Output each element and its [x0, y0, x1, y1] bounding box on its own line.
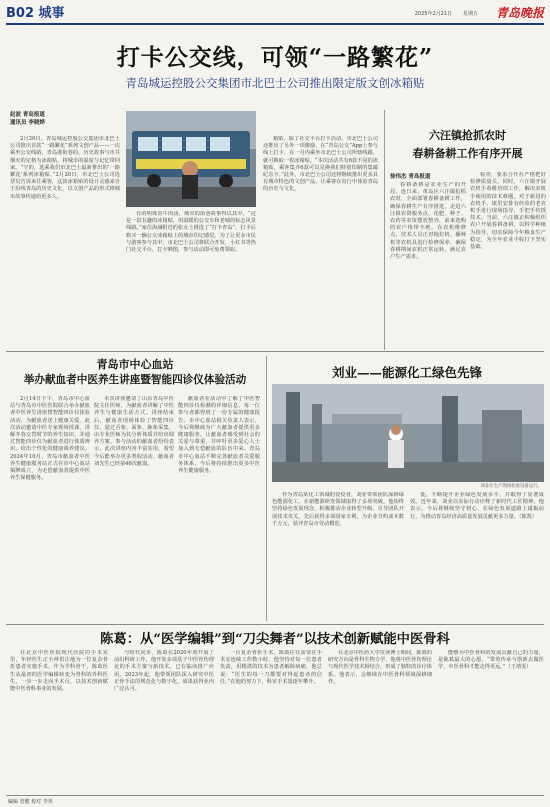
bloodcenter-column-1	[10, 396, 90, 618]
liuwang-byline: 徐伟杰 青岛报道	[390, 174, 431, 180]
byline-correspondent: 通讯员 李晓烨	[10, 120, 45, 126]
liuye-column-1	[272, 492, 404, 620]
liuwang-headline: 六汪镇抢抓农时	[429, 129, 506, 142]
liuwang-column-1	[390, 182, 466, 342]
footer-credits: 编辑 管健 校对 李英	[8, 799, 53, 805]
section-label: B02 城事	[6, 6, 65, 21]
bloodcenter-body-2: 本次讲座邀请了山东青岛中医院主任医师，为献血者讲解了中医养生与健康生活方式。讲座结束后，献血者现场体验了智能四诊仪，通过舌象、面象、脉象采集，由专业医师为其分析体质并给出调养方案。参与活动的献血者纷纷表示，此次讲座内容丰富实用，希望今后能举办更多类似活动。献血者刘先生已经第46次献血。	[94, 396, 174, 467]
chen-body-2: 与时代同步，陈葛在2020年初开展了前沿科研工作，他开发多项基于中医骨伤理论的手术方案与新技术，已在临床推广应用。2023年起，他带领团队深入研究中医正骨手法的规范化与数字化，成果获得业内广泛认可。	[114, 650, 214, 693]
lead-subheadline: 青岛城运控股公交集团市北巴士公司推出限定版文创冰箱贴	[125, 76, 425, 90]
chen-body-4: 在北京中医药大学攻读博士期间，陈葛的研究方向是骨科生物力学，他将中医骨伤理论与现代医学技术相结合，形成了独特的诊疗体系。他表示，会继续在中医骨科领域深耕细作。	[328, 650, 432, 685]
lead-column-3	[263, 136, 378, 344]
byline-reporter: 赵波 青岛报道	[10, 112, 45, 118]
issue-date: 2025年2月21日	[414, 11, 452, 17]
liuwang-subheadline: 春耕备耕工作有序开展	[412, 147, 523, 160]
lead-body-1: 2月20日，青岛城运控股公交集团市北巴士公司推出首款“一路繁花”系列文创产品——一次乘坐公交线路，青岛港街巷的、历史故事与市井烟火的定格为冰箱贴，将城市的温度与记忆带回家。“空的，选乘我们市北巴士最新推出的‘一路繁花’系列冰箱贴。”2月20日，市北巴士公司选票员告诉来往乘客，这款冰箱贴的设计灵感来自于沿线青岛的历史文化，以文创产品的形式将城市故事传递给更多人。	[10, 136, 120, 200]
lead-body-3: 箱贴。除了社交平台打卡活动，市北巴士公司还推出了另外一项激励，在“青岛公交”App上参与线上打卡，在一月内乘坐市北巴士公司所辖线路，就可换取一枚冰箱贴。“本次活动共有6款不同的冰箱贴，乘客集齐6款可以兑换我们特别印制的集邮纪念卡。”此外，市北巴士公司还将继续推出更多具有城市特色的文创产品，让乘客在出行中体验青岛的历史与文化。	[263, 136, 378, 193]
chen-column-1	[10, 650, 108, 790]
newspaper-logo: 青岛晚报	[495, 6, 544, 20]
issue-weekday: 星期五	[462, 11, 478, 17]
row-divider	[6, 624, 544, 625]
section-header	[6, 5, 544, 25]
liuye-caption: 刘业在生产现场检查设备运行。	[480, 484, 542, 489]
lead-byline	[10, 111, 45, 127]
chen-column-5	[438, 650, 544, 790]
liuye-body-1: 作为青岛某化工领域的佼佼者，刘业带领团队深耕绿色能源化工，在新能源研发领域取得了多项突破。他始终坚持绿色发展理念，积极推动企业转型升级，引导团队开展技术攻关，先后获得多项国家专利，为企业节约成本数千万元，获评青岛市劳动模范。	[272, 492, 404, 527]
chen-body-5: 能够为中医骨科的发展贡献自己的力量，是陈葛最大的心愿。“带着传承与创新去做医学，中医骨科才能走得更远。”（王靖雯）	[438, 650, 544, 671]
liuwang-body-1: 春耕备耕是农业生产的开局，连日来，黄岛区六汪镇抢抓农时，全面部署春耕备耕工作，确保春耕生产有序推进。走进六汪镇农资服务点，化肥、种子、农药等农资摆放整齐，前来选购的农户络绎不绝。在农机维修点，技术人员正对拖拉机、播种机等农机具进行检修保养，确保春耕期间农机正常运转，满足农户生产需求。	[390, 182, 466, 261]
bloodcenter-column-2	[94, 396, 174, 618]
lead-column-1	[10, 136, 120, 344]
liuye-headline: 刘业——能源化工绿色先锋	[331, 365, 482, 380]
lead-photo	[126, 111, 256, 207]
lead-column-2	[126, 211, 256, 344]
bloodcenter-subheadline: 举办献血者中医养生讲座暨智能四诊仪体验活动	[23, 374, 247, 386]
liuwang-body-2: 检查，要求合作社严格把好检修质量关，同时，六汪镇开展农机手春耕培训工作，解决农机手使用的技术难题。对于新进的农机手，镇里安排有经验的老农机手进行现场指导，手把手传授技术。当前，六汪镇正积极组织农户开展春耕备耕，以科学种植为指导，切实保障今年粮食生产稳定，为全年农业丰收打下坚实基础。	[470, 172, 546, 251]
column-divider	[384, 110, 385, 350]
chen-headline: 陈葛：从“医学编辑”到“刀尖舞者”以技术创新赋能中医骨科	[100, 632, 450, 647]
lead-body-2: 有的明珠香牛肉汤，城市的街巷故事得以其中。“这是一款有趣的冰箱贴，用温暖的公交车和老城的标志风景线路。”家住海涵附近的张女士挑选了“打卡青岛”，打卡后购买一辆公交冰箱贴上的城市印记感觉。为了让更多市民与游客参与其中，市北巴士公司将联合开发，小红书等热门社交平台，打卡晒图，参与活动即可免费领取。	[126, 211, 256, 254]
bloodcenter-headline: 青岛市中心血站	[96, 358, 174, 371]
liuwang-column-2	[470, 172, 546, 342]
row-divider	[6, 351, 544, 352]
chen-body-3: 一台复杂骨折手术，陈葛往往需要在手术室连续工作数小时，他坚持对每一位患者负责，用精湛的技术为患者解除病痛。他总说：“医生的每一刀都要对得起患者的信任。”在他的努力下，科室手术量逐年攀升。	[220, 650, 322, 685]
column-divider	[266, 356, 267, 621]
bloodcenter-column-3	[178, 396, 260, 618]
chen-column-2	[114, 650, 214, 790]
lead-headline: 打卡公交线，可领“一路繁花”	[116, 44, 434, 71]
bloodcenter-body-3: 献血者在活动中了解了中医智能四诊仪检测的详细信息，每一位参与者都得到了一份专属的健康报告。市中心血站相关负责人表示，今后将继续为广大献血者提供更多健康服务，让献血者感受到社会的关爱与尊重，并呼吁更多爱心人士加入到无偿献血的队伍中来。青岛市中心血站不断完善献血者关爱服务体系，今后将持续推出更多中医养生健康服务。	[178, 396, 260, 475]
chen-column-3	[220, 650, 322, 790]
bloodcenter-body-1: 2月14日下午，青岛市中心血站与青岛市中医医院联合举办献血者中医养生讲座暨智能四诊仪体验活动，为献血者送上健康关爱。此次活动邀请中医专家现场授课，讲解冬春交替时节的养生知识，并通过智能四诊仪为献血者进行体质辨识，给出个性化的健康调养建议。2024年10月，青岛市献血者中医养生健康服务站正式在市中心血站揭牌成立，为无偿献血者提供中医养生保健服务。	[10, 396, 90, 482]
chen-body-1: 在北京中医医院现代医院的手术室里，年轻医生正全神贯注地为一位复杂骨折患者实施手术。作为学科骨干，陈葛医生从最初的医学编辑转变为骨科的外科医生，一步一步走向手术台，以技术创新赋能中医骨科事业的发展。	[10, 650, 108, 693]
liuye-body-2: 量，不断提升企业绿色发展水平，并取得了显著成效。近年来，刘业以实际行动诠释了新时代工匠精神。他表示，今后将继续坚守初心，在绿色发展道路上砥砺前行，为推动青岛经济高质量发展贡献更多力量。（陈凯）	[410, 492, 544, 520]
page-footer	[6, 795, 544, 805]
liuye-photo	[272, 384, 544, 482]
chen-column-4	[328, 650, 432, 790]
liuye-column-2	[410, 492, 544, 620]
